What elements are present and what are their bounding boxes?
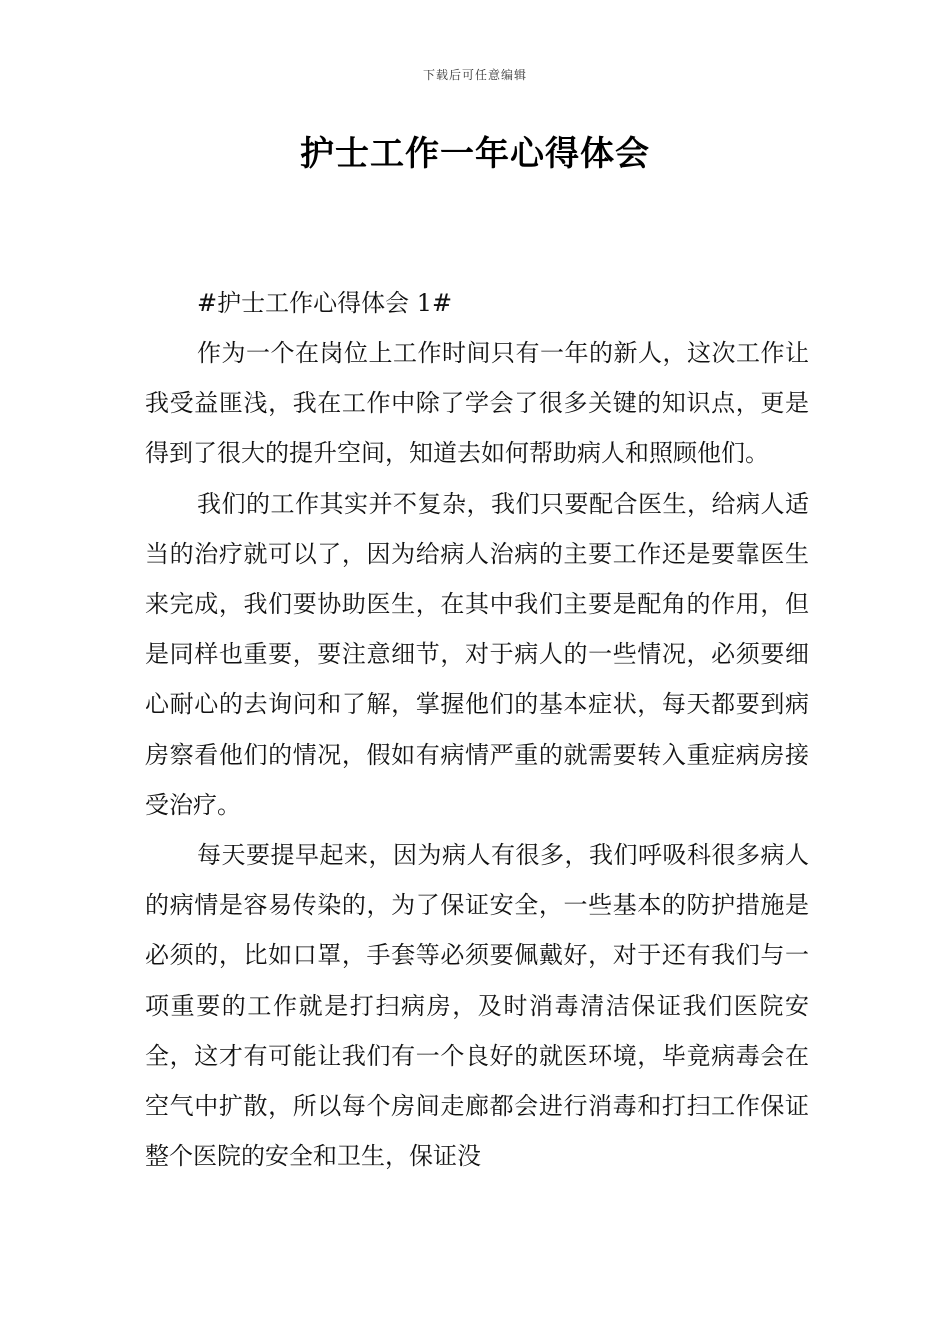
- paragraph-2: 我们的工作其实并不复杂，我们只要配合医生，给病人适当的治疗就可以了，因为给病人治病的主要工作还是要靠医生来完成，我们要协助医生，在其中我们主要是配角的作用，但是同样也重要，要注意细节，对于病人的一些情况，必须要细心耐心的去询问和了解，掌握他们的基本症状，每天都要到病房察看他们的情况，假如有病情严重的就需要转入重症病房接受治疗。: [145, 489, 809, 819]
- document-title: 护士工作一年心得体会: [300, 134, 650, 174]
- paragraph-1: 作为一个在岗位上工作时间只有一年的新人，这次工作让我受益匪浅，我在工作中除了学会了很多关键的知识点，更是得到了很大的提升空间，知道去如何帮助病人和照顾他们。: [145, 339, 809, 468]
- header-note: 下载后可任意编辑: [422, 68, 527, 82]
- section-heading: #护士工作心得体会 1#: [197, 289, 453, 317]
- paragraph-3: 每天要提早起来，因为病人有很多，我们呼吸科很多病人的病情是容易传染的，为了保证安全，一些基本的防护措施是必须的，比如口罩，手套等必须要佩戴好，对于还有我们与一项重要的工作就是打扫病房，及时消毒清洁保证我们医院安全，这才有可能让我们有一个良好的就医环境，毕竟病毒会在空气中扩散，所以每个房间走廊都会进行消毒和打扫工作保证整个医院的安全和卫生，保证没: [145, 841, 809, 1171]
- document-body: [145, 278, 809, 1181]
